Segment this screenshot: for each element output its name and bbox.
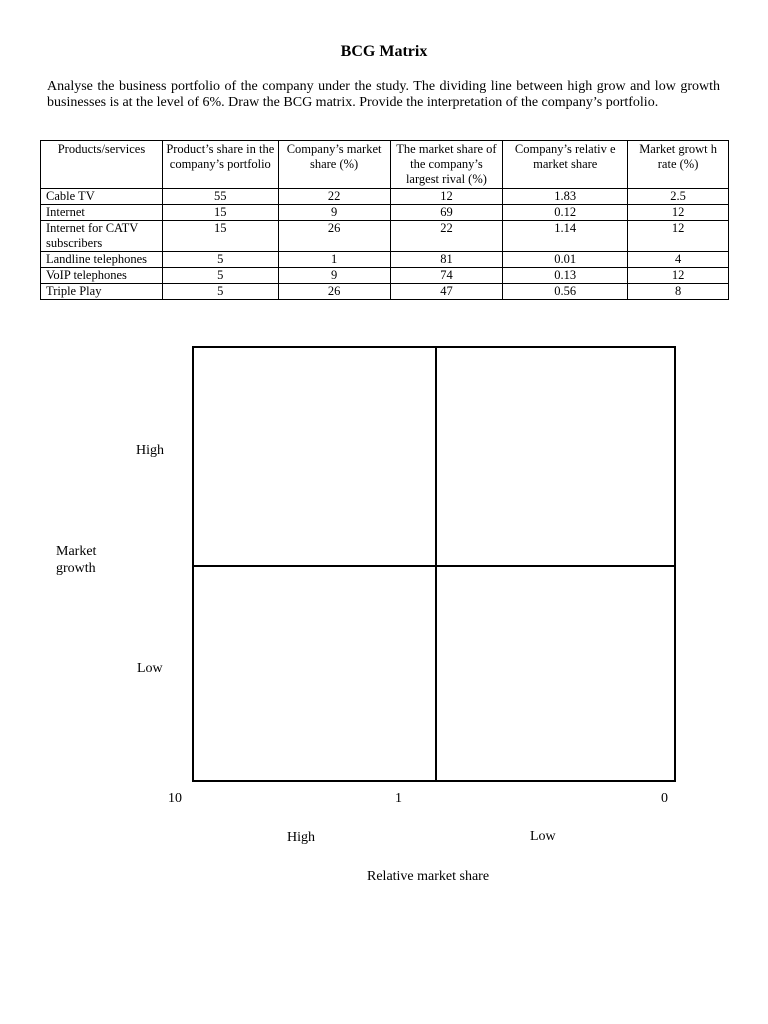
row-market-share: 26 (278, 284, 390, 300)
row-portfolio-share: 5 (162, 284, 278, 300)
y-low-label: Low (137, 661, 163, 676)
row-relative-share: 1.14 (503, 221, 628, 252)
row-relative-share: 0.01 (503, 252, 628, 268)
row-market-share: 1 (278, 252, 390, 268)
x-low-label: Low (530, 829, 556, 844)
table-header-row (41, 141, 729, 189)
x-tick-mid: 1 (395, 791, 402, 806)
row-growth-rate: 12 (628, 221, 729, 252)
x-tick-right: 0 (661, 791, 668, 806)
row-product-name: Cable TV (41, 189, 163, 205)
header-growth-rate: Market growt h rate (%) (628, 141, 729, 189)
header-relative-share: Company’s relativ e market share (503, 141, 628, 189)
matrix-horizontal-divider (194, 565, 674, 567)
portfolio-table (40, 140, 729, 300)
row-rival-share: 69 (390, 205, 503, 221)
header-products: Products/services (41, 141, 163, 189)
row-growth-rate: 12 (628, 268, 729, 284)
y-axis-label: Market growth (56, 544, 97, 576)
row-market-share: 9 (278, 205, 390, 221)
row-relative-share: 0.12 (503, 205, 628, 221)
row-product-name: Internet for CATV subscribers (41, 221, 163, 252)
table-row (41, 284, 729, 300)
table-row (41, 221, 729, 252)
y-high-label: High (136, 443, 164, 458)
row-rival-share: 12 (390, 189, 503, 205)
x-high-label: High (287, 830, 315, 845)
header-market-share: Company’s market share (%) (278, 141, 390, 189)
row-rival-share: 81 (390, 252, 503, 268)
row-market-share: 26 (278, 221, 390, 252)
row-relative-share: 1.83 (503, 189, 628, 205)
row-portfolio-share: 15 (162, 221, 278, 252)
x-tick-left: 10 (168, 791, 182, 806)
task-instructions: Analyse the business portfolio of the company under the study. The dividing line between high grow and low growth businesses is at the level of 6%. Draw the BCG matrix. Provide the interpretation of the company’s portfolio. (47, 79, 720, 110)
table-row (41, 189, 729, 205)
row-product-name: Triple Play (41, 284, 163, 300)
row-portfolio-share: 15 (162, 205, 278, 221)
row-product-name: VoIP telephones (41, 268, 163, 284)
row-growth-rate: 12 (628, 205, 729, 221)
table-row (41, 205, 729, 221)
row-portfolio-share: 5 (162, 268, 278, 284)
row-rival-share: 22 (390, 221, 503, 252)
row-rival-share: 74 (390, 268, 503, 284)
row-relative-share: 0.56 (503, 284, 628, 300)
header-rival-share: The market share of the company’s largest rival (%) (390, 141, 503, 189)
table-row (41, 268, 729, 284)
row-market-share: 22 (278, 189, 390, 205)
row-growth-rate: 4 (628, 252, 729, 268)
row-rival-share: 47 (390, 284, 503, 300)
row-growth-rate: 2.5 (628, 189, 729, 205)
row-portfolio-share: 5 (162, 252, 278, 268)
table-row (41, 252, 729, 268)
page-title: BCG Matrix (340, 43, 428, 60)
matrix-vertical-divider (435, 348, 437, 780)
row-product-name: Internet (41, 205, 163, 221)
row-product-name: Landline telephones (41, 252, 163, 268)
row-relative-share: 0.13 (503, 268, 628, 284)
header-portfolio-share: Product’s share in the company’s portfolio (162, 141, 278, 189)
x-axis-label: Relative market share (367, 869, 490, 884)
row-market-share: 9 (278, 268, 390, 284)
row-portfolio-share: 55 (162, 189, 278, 205)
row-growth-rate: 8 (628, 284, 729, 300)
bcg-matrix-grid (192, 346, 676, 782)
